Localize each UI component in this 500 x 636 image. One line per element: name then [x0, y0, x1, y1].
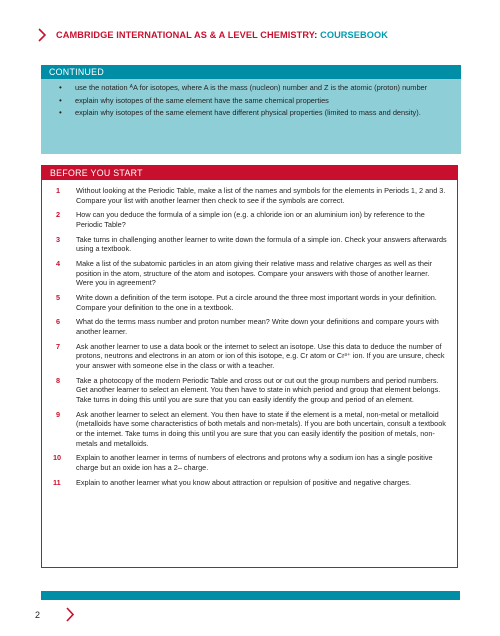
- list-item: 9 Ask another learner to select an element. You then have to state if the element is a metal, non-metal or metalloid (metalloids have some characteristics of both metals and non-metals). If you are both uncertain, consult a textbook or the internet. Take turns in doing this until you are sure that you can easily identify the position of metals, non-metals and metalloids.: [56, 409, 446, 448]
- list-item: 5 Write down a definition of the term isotope. Put a circle around the three most important words in your definition. Compare your definition to the one in a textbook.: [56, 293, 437, 312]
- chevron-right-icon: [66, 607, 74, 622]
- list-item: 3 Take turns in challenging another learner to write down the formula of a simple ion. Check your answers afterwards using a textbook.: [56, 234, 447, 254]
- list-item: 6 What do the terms mass number and proton number mean? Write down your definitions and compare yours with another learner.: [56, 317, 439, 337]
- list-item: 7 Ask another learner to use a data book or the internet to select an isotope. Use this data to deduce the number of protons, neutrons and electrons in an atom or ion of this isotope, e.g. Cr atom or Cr³⁺ ion. If you are unsure, check your answer with someone else in the class or with a teacher.: [56, 341, 445, 371]
- isotope-notation: A: [129, 84, 133, 91]
- list-item: 2 How can you deduce the formula of a simple ion (e.g. a chloride ion or an aluminium ion) by reference to the Periodic Table?: [56, 210, 425, 229]
- list-item: • use the notation AA for isotopes, where A is the mass (nucleon) number and Z is the atomic (proton) number: [59, 83, 428, 92]
- list-item: 4 Make a list of the subatomic particles in an atom giving their relative mass and relative charges as well as their position in the atom, structure of the atom and isotopes. Compare your answers with those of another learner. Were you in agreement?: [56, 259, 433, 288]
- footer-bar: [41, 591, 460, 600]
- list-item: 1 Without looking at the Periodic Table, make a list of the names and symbols for the elements in Periods 1, 2 and 3. Compare your list with another learner then check to see if the symbols are correct.: [56, 186, 446, 205]
- list-item: 10 Explain to another learner in terms of numbers of electrons and protons why a sodium ion has a single positive charge but an oxide ion has a 2– charge.: [53, 453, 433, 472]
- page-number: 2: [35, 610, 41, 620]
- list-item: 11 Explain to another learner what you know about attraction or repulsion of positive and negative charges.: [53, 477, 412, 487]
- running-header: [38, 26, 388, 44]
- list-item: 8 Take a photocopy of the modern Periodic Table and cross out or cut out the group numbers and period numbers. Get another learner to select an element. You then have to state in which period and group that element belongs. Take turns in doing this until you are sure that you can easily identify the group and period of an element.: [56, 375, 441, 404]
- before-you-start-heading: BEFORE YOU START: [42, 166, 457, 180]
- book-title: CAMBRIDGE INTERNATIONAL AS & A LEVEL CHEMISTRY: COURSEBOOK: [56, 30, 388, 40]
- book-series: CAMBRIDGE INTERNATIONAL AS & A LEVEL CHEMISTRY: [56, 30, 315, 40]
- chevron-right-icon: [38, 28, 46, 42]
- continued-heading: CONTINUED: [41, 65, 461, 79]
- list-item: • explain why isotopes of the same element have the same chemical properties: [59, 95, 329, 105]
- before-you-start-box: [41, 165, 458, 568]
- questions-list: [42, 180, 457, 487]
- list-item: • explain why isotopes of the same element have different physical properties (limited to mass and density).: [59, 108, 421, 118]
- continued-box: [41, 65, 461, 154]
- objectives-list: [41, 79, 461, 118]
- book-type: COURSEBOOK: [320, 30, 388, 40]
